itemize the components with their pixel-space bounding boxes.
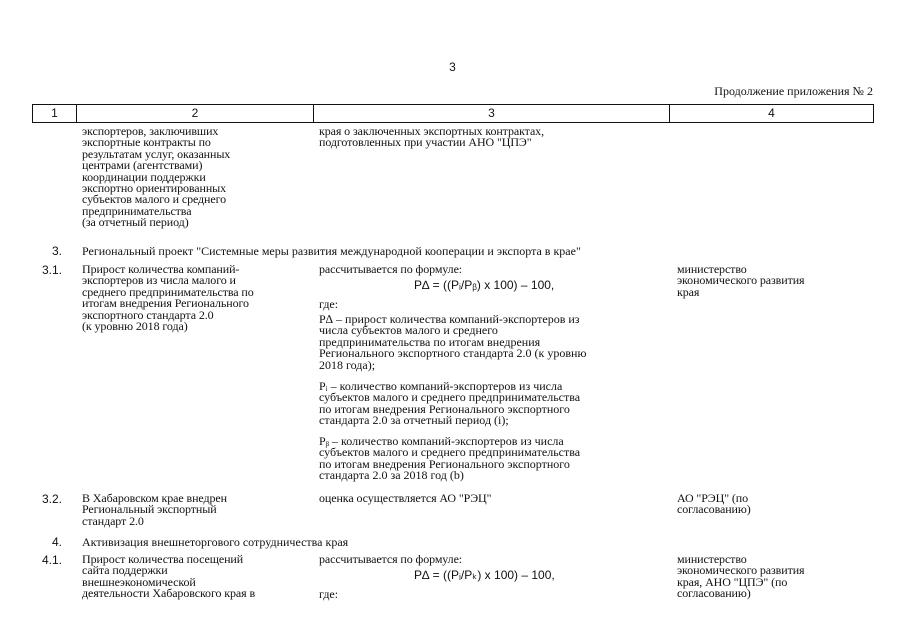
row-3-1-method-intro: рассчитывается по формуле: <box>319 262 463 276</box>
row-3-1-responsible: министерство экономического развития края <box>677 262 805 299</box>
row-3-1-definition-i: Pᵢ – количество компаний-экспортеров из числа субъектов малого и среднего предпринимательства по итогам внедрения Регионального экспортного стандарта 2.0 за отчетный период (i); <box>319 379 581 428</box>
row-4-1-number: 4.1. <box>41 553 62 567</box>
page-number: 3 <box>449 60 456 74</box>
table-header-row <box>32 104 874 123</box>
cont-row-indicator-text: экспортеров, заключивших экспортные контракты по результатам услуг, оказанных центрами (агентствами) координации поддержки экспортно ориентированных субъектов малого и среднего предпринимательства (за отчетный период) <box>82 124 231 230</box>
row-3-1-where: где: <box>319 297 339 311</box>
row-3-1-formula: P∆ = ((Pᵢ/Pᵦ) x 100) – 100, <box>414 278 555 292</box>
row-3-2-number: 3.2. <box>41 492 62 506</box>
section-4-title: Активизация внешнеторгового сотрудничества края <box>82 535 349 549</box>
header-col-2: 2 <box>77 105 314 122</box>
section-3-number: 3. <box>51 244 62 258</box>
section-4-number: 4. <box>51 535 62 549</box>
header-col-1: 1 <box>33 105 77 122</box>
row-4-1-where: где: <box>319 587 339 601</box>
header-col-3: 3 <box>314 105 670 122</box>
cont-row-method-text: края о заключенных экспортных контрактах, подготовленных при участии АНО "ЦПЭ" <box>319 124 544 150</box>
row-3-2-indicator: В Хабаровском крае внедрен Региональный экспортный стандарт 2.0 <box>82 491 227 528</box>
row-4-1-method-intro: рассчитывается по формуле: <box>319 552 463 566</box>
row-3-2-responsible: АО "РЭЦ" (по согласованию) <box>677 491 751 517</box>
row-3-1-number: 3.1. <box>41 263 62 277</box>
section-3-title: Региональный проект "Системные меры развития международной кооперации и экспорта в крае" <box>82 244 581 258</box>
appendix-continuation-note: Продолжение приложения № 2 <box>714 84 873 98</box>
row-4-1-indicator: Прирост количества посещений сайта поддержки внешнеэкономической деятельности Хабаровского края в <box>82 552 256 601</box>
row-3-1-definition-delta: P∆ – прирост количества компаний-экспортеров из числа субъектов малого и среднего предпринимательства по итогам внедрения Регионального экспортного стандарта 2.0 (к уровню 2018 года); <box>319 312 587 372</box>
row-3-1-indicator: Прирост количества компаний- экспортеров из числа малого и среднего предпринимательства по итогам внедрения Регионального экспортного стандарта 2.0 (к уровню 2018 года) <box>82 262 254 334</box>
header-col-4: 4 <box>768 106 775 120</box>
row-4-1-formula: P∆ = ((Pᵢ/Pₖ) x 100) – 100, <box>414 568 555 582</box>
row-3-2-method: оценка осуществляется АО "РЭЦ" <box>319 491 492 505</box>
row-4-1-responsible: министерство экономического развития края, АНО "ЦПЭ" (по согласованию) <box>677 552 805 601</box>
row-3-1-definition-b: Pᵦ – количество компаний-экспортеров из числа субъектов малого и среднего предпринимательства по итогам внедрения Регионального экспортного стандарта 2.0 за 2018 год (b) <box>319 434 581 483</box>
